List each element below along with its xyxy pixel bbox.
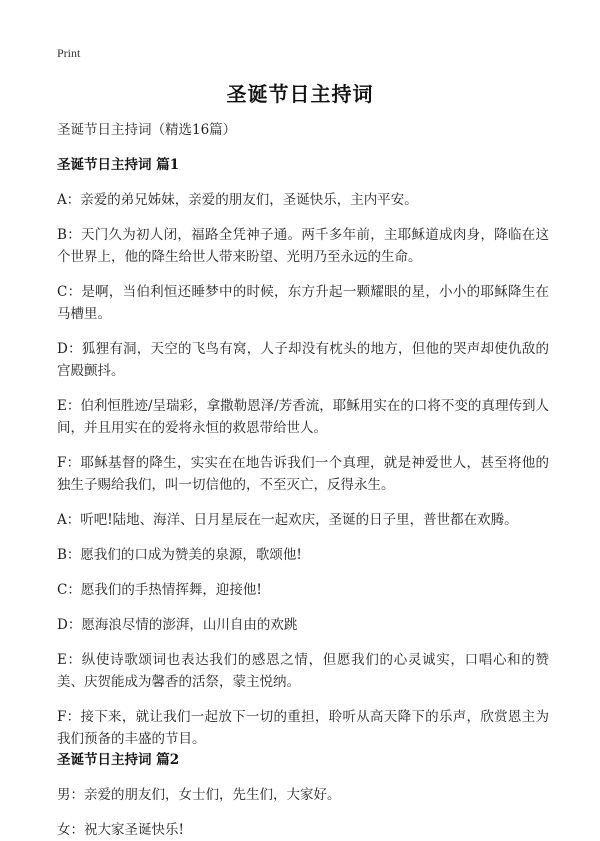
paragraph: E：纵使诗歌颂词也表达我们的感恩之情，但愿我们的心灵诚实，口唱心和的赞美、庆贺能成为馨香的活祭，蒙主悦纳。 — [57, 652, 549, 690]
section-2 — [57, 750, 549, 841]
paragraph: A：听吧!陆地、海洋、日月星辰在一起欢庆，圣诞的日子里，普世都在欢腾。 — [57, 512, 518, 528]
document-body — [57, 120, 549, 841]
paragraph: D：愿海浪尽情的澎湃，山川自由的欢跳 — [57, 617, 298, 633]
paragraph: A：亲爱的弟兄姊妹，亲爱的朋友们，圣诞快乐，主内平安。 — [57, 192, 418, 208]
section-heading: 圣诞节日主持词 篇1 — [57, 157, 180, 173]
paragraph: F：接下来，就让我们一起放下一切的重担，聆听从高天降下的乐声，欣赏恩主为我们预备的丰盛的节目。 — [57, 709, 549, 747]
paragraph: D：狐狸有洞，天空的飞鸟有窝，人子却没有枕头的地方，但他的哭声却使仇敌的宫殿颤抖。 — [57, 341, 549, 379]
page-title: 圣诞节日主持词 — [226, 82, 374, 106]
print-label: Print — [57, 46, 81, 60]
paragraph: C：是啊，当伯利恒还睡梦中的时候，东方升起一颗耀眼的星，小小的耶稣降生在马槽里。 — [57, 284, 549, 322]
document-subtitle: 圣诞节日主持词（精选16篇） — [57, 122, 237, 138]
paragraph: E：伯利恒胜迹/呈瑞彩，拿撒勒恩泽/芳香流，耶稣用实在的口将不变的真理传到人间，并且用实在的爱将永恒的救恩带给世人。 — [57, 398, 549, 436]
paragraph: 男：亲爱的朋友们，女士们，先生们，大家好。 — [57, 787, 341, 803]
paragraph: F：耶稣基督的降生，实实在在地告诉我们一个真理，就是神爱世人，甚至将他的独生子赐给我们，叫一切信他的，不至灭亡，反得永生。 — [57, 455, 549, 493]
paragraph: B：愿我们的口成为赞美的泉源，歌颂他! — [57, 547, 302, 563]
paragraph: 女：祝大家圣诞快乐! — [57, 822, 184, 838]
paragraph: C：愿我们的手热情挥舞，迎接他! — [57, 582, 262, 598]
section-heading: 圣诞节日主持词 篇2 — [57, 752, 180, 768]
paragraph: B：天门久为初人闭，福路全凭神子通。两千多年前，主耶稣道成肉身，降临在这个世界上，他的降生给世人带来盼望、光明乃至永远的生命。 — [57, 227, 549, 265]
section-1 — [57, 155, 549, 750]
